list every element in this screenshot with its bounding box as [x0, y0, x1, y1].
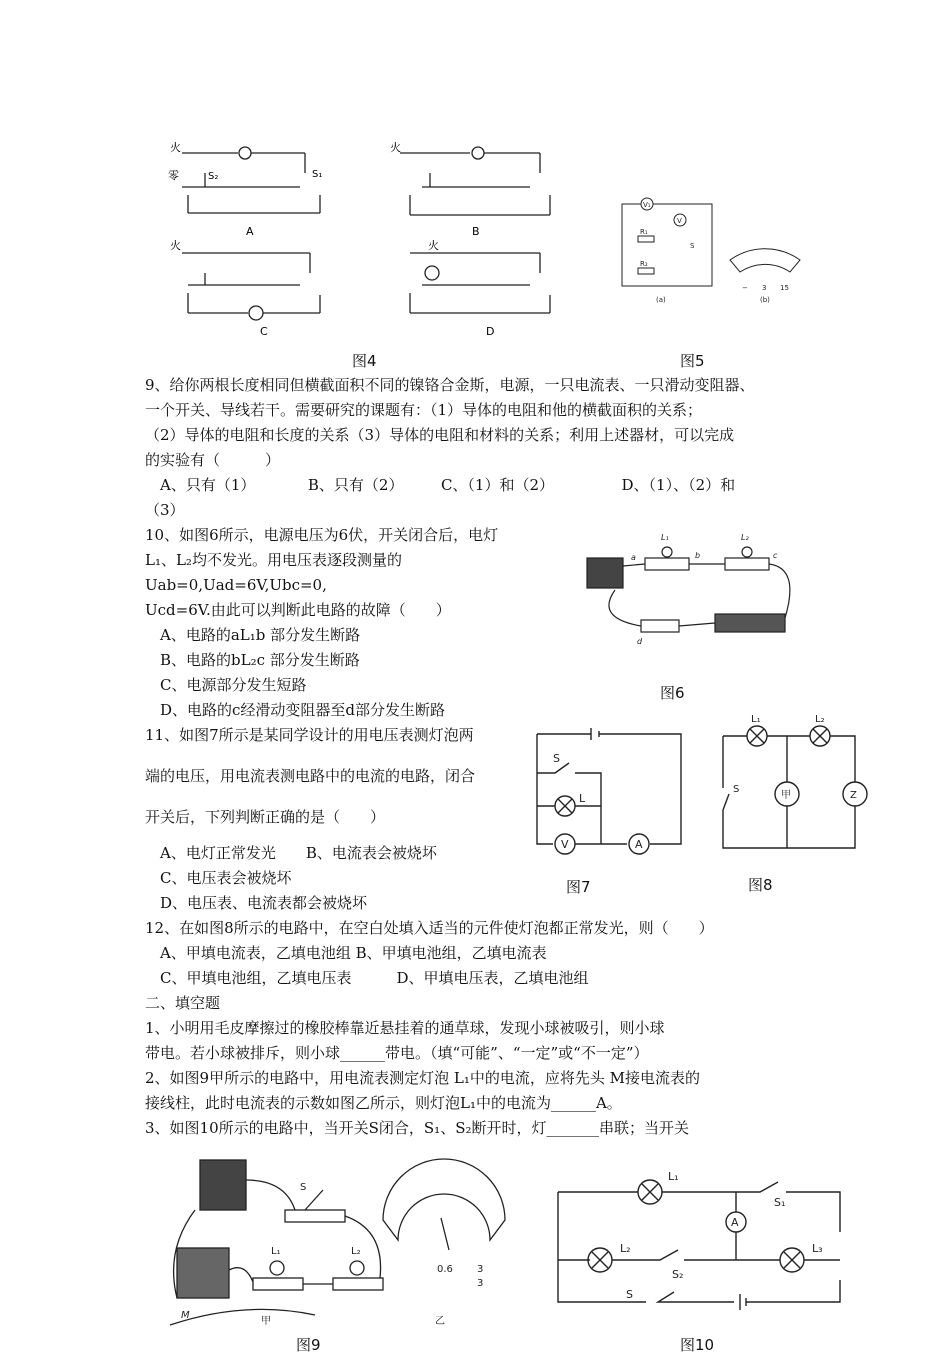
fig8-caption: 图8	[748, 876, 773, 894]
fig5-label-a: (a)	[656, 296, 666, 304]
figure-6	[575, 528, 805, 658]
fig10-label-s1: S₁	[774, 1196, 786, 1209]
figure-9	[165, 1150, 525, 1330]
fig10-label-l2: L₂	[620, 1242, 631, 1255]
q11-line-3: 开关后，下列判断正确的是（ ）	[145, 808, 386, 826]
fig7-label-v: V	[561, 838, 569, 851]
q11-option-c: C、电压表会被烧坏	[145, 869, 292, 887]
fig4-label-huo: 火	[170, 141, 181, 154]
figure-7	[525, 728, 685, 858]
q10-option-c: C、电源部分发生短路	[145, 676, 307, 694]
fill-q2-line-1: 2、如图9甲所示的电路中，用电流表测定灯泡 L₁中的电流，应将先头 M接电流表的	[145, 1069, 700, 1087]
q10-line-1: 10、如图6所示，电源电压为6伏，开关闭合后，电灯	[145, 526, 499, 544]
fill-q1-line-2: 带电。若小球被排斥，则小球______带电。（填“可能”、“一定”或“不一定”）	[145, 1044, 649, 1062]
fig5-label-terminal-minus: −	[742, 284, 748, 292]
fig4-label-s2: S₂	[208, 171, 219, 182]
fig6-label-l2: L₂	[741, 533, 749, 542]
fig4-label-a: A	[246, 225, 254, 238]
fig10-label-l3: L₃	[812, 1242, 823, 1255]
fig9-label-jia: 甲	[261, 1316, 271, 1327]
q9-line-4: 的实验有（ ）	[145, 451, 281, 469]
fig9-label-l2: L₂	[351, 1246, 361, 1257]
q12-line-1: 12、在如图8所示的电路中，在空白处填入适当的元件使灯泡都正常发光，则（ ）	[145, 919, 714, 937]
q10-option-b: B、电路的bL₂c 部分发生断路	[145, 651, 360, 669]
fig5-label-v2: V	[677, 217, 682, 225]
figure-5	[610, 190, 830, 320]
fig10-label-s: S	[626, 1288, 633, 1301]
fig10-label-a: A	[731, 1216, 739, 1229]
fig7-caption: 图7	[566, 878, 591, 896]
fig8-label-l2: L₂	[815, 714, 825, 725]
figure-10	[550, 1160, 850, 1310]
figure-8	[715, 710, 875, 860]
fig9-label-s: S	[300, 1182, 307, 1193]
fig4-label-b: B	[472, 225, 480, 238]
fig4-label-huo-d: 火	[428, 239, 439, 252]
q10-option-d: D、电路的c经滑动变阻器至d部分发生断路	[145, 701, 446, 719]
fig6-label-a: a	[631, 553, 636, 562]
q11-option-ab: A、电灯正常发光 B、电流表会被烧坏	[145, 844, 437, 862]
fig7-label-s: S	[553, 752, 560, 765]
q10-line-3: Uab=0,Uad=6V,Ubc=0,	[145, 576, 327, 594]
figure-4	[160, 135, 580, 345]
fig5-label-terminal-3: 3	[762, 284, 767, 292]
fig9-label-terminal-3b: 3	[477, 1278, 484, 1289]
q12-option-cd: C、甲填电池组，乙填电压表 D、甲填电压表，乙填电池组	[145, 969, 589, 987]
q10-option-a: A、电路的aL₁b 部分发生断路	[145, 626, 361, 644]
fig10-label-s2: S₂	[672, 1268, 684, 1281]
fig7-label-a: A	[635, 838, 643, 851]
q9-options: A、只有（1） B、只有（2） C、（1）和（2） D、（1）、（2）和	[145, 476, 736, 494]
q11-line-1: 11、如图7所示是某同学设计的用电压表测灯泡两	[145, 726, 474, 744]
q11-line-2: 端的电压，用电流表测电路中的电流的电路，闭合	[145, 767, 476, 785]
fig7-label-l: L	[579, 792, 586, 805]
fig4-label-huo-b: 火	[390, 141, 401, 154]
fig6-caption: 图6	[660, 684, 685, 702]
fig5-label-b: (b)	[760, 296, 770, 304]
q10-line-4: Ucd=6V.由此可以判断此电路的故障（ ）	[145, 601, 451, 619]
q9-line-2: 一个开关、导线若干。需要研究的课题有：（1）导体的电阻和他的横截面积的关系；	[145, 401, 703, 419]
fig5-label-v1: V₁	[643, 201, 651, 209]
fig9-label-yi: 乙	[435, 1316, 445, 1327]
fill-q1-line-1: 1、小明用毛皮摩擦过的橡胶棒靠近悬挂着的通草球，发现小球被吸引，则小球	[145, 1019, 665, 1037]
fig9-label-terminal-06: 0.6	[437, 1264, 453, 1275]
q10-line-2: L₁、L₂均不发光。用电压表逐段测量的	[145, 551, 402, 569]
fig5-label-s: S	[690, 242, 695, 250]
fig8-label-l1: L₁	[751, 714, 761, 725]
q12-option-ab: A、甲填电流表，乙填电池组 B、甲填电池组，乙填电流表	[145, 944, 547, 962]
fig4-label-huo-c: 火	[170, 239, 181, 252]
fig5-caption: 图5	[680, 352, 705, 370]
q9-options-cont: （3）	[145, 501, 185, 519]
fill-q3-line-1: 3、如图10所示的电路中，当开关S闭合，S₁、S₂断开时，灯_______串联；当开关	[145, 1119, 689, 1137]
fig10-caption: 图10	[680, 1336, 715, 1354]
fig8-label-jia: 甲	[781, 790, 791, 801]
section-fill-in-title: 二、填空题	[145, 994, 221, 1012]
fig9-caption: 图9	[296, 1336, 321, 1354]
fig6-label-c: c	[773, 551, 778, 560]
fig4-label-ling: 零	[168, 169, 179, 182]
q11-option-d: D、电压表、电流表都会被烧坏	[145, 894, 368, 912]
q9-line-3: （2）导体的电阻和长度的关系（3）导体的电阻和材料的关系；利用上述器材，可以完成	[145, 426, 735, 444]
fig10-label-l1: L₁	[668, 1170, 679, 1183]
q9-line-1: 9、给你两根长度相同但横截面积不同的镍铬合金斯，电源，一只电流表、一只滑动变阻器、	[145, 376, 755, 394]
fig9-label-terminal-3a: 3	[477, 1264, 484, 1275]
fig6-label-b: b	[695, 551, 701, 560]
fig8-label-s: S	[733, 784, 740, 795]
fig9-label-l1: L₁	[271, 1246, 281, 1257]
fig5-label-terminal-15: 15	[780, 284, 789, 292]
fig5-label-r1: R₁	[640, 228, 648, 236]
fig6-label-l1: L₁	[661, 533, 669, 542]
fig8-label-yi: Z	[850, 790, 857, 801]
fig4-label-s1: S₁	[312, 169, 323, 180]
fig6-label-d: d	[637, 637, 643, 646]
fig4-caption: 图4	[352, 352, 377, 370]
fig4-label-d: D	[486, 325, 495, 338]
fill-q2-line-2: 接线柱，此时电流表的示数如图乙所示，则灯泡L₁中的电流为______A。	[145, 1094, 622, 1112]
fig9-label-m: M	[181, 1310, 190, 1321]
fig4-label-c: C	[260, 325, 268, 338]
fig5-label-r2: R₂	[640, 260, 648, 268]
